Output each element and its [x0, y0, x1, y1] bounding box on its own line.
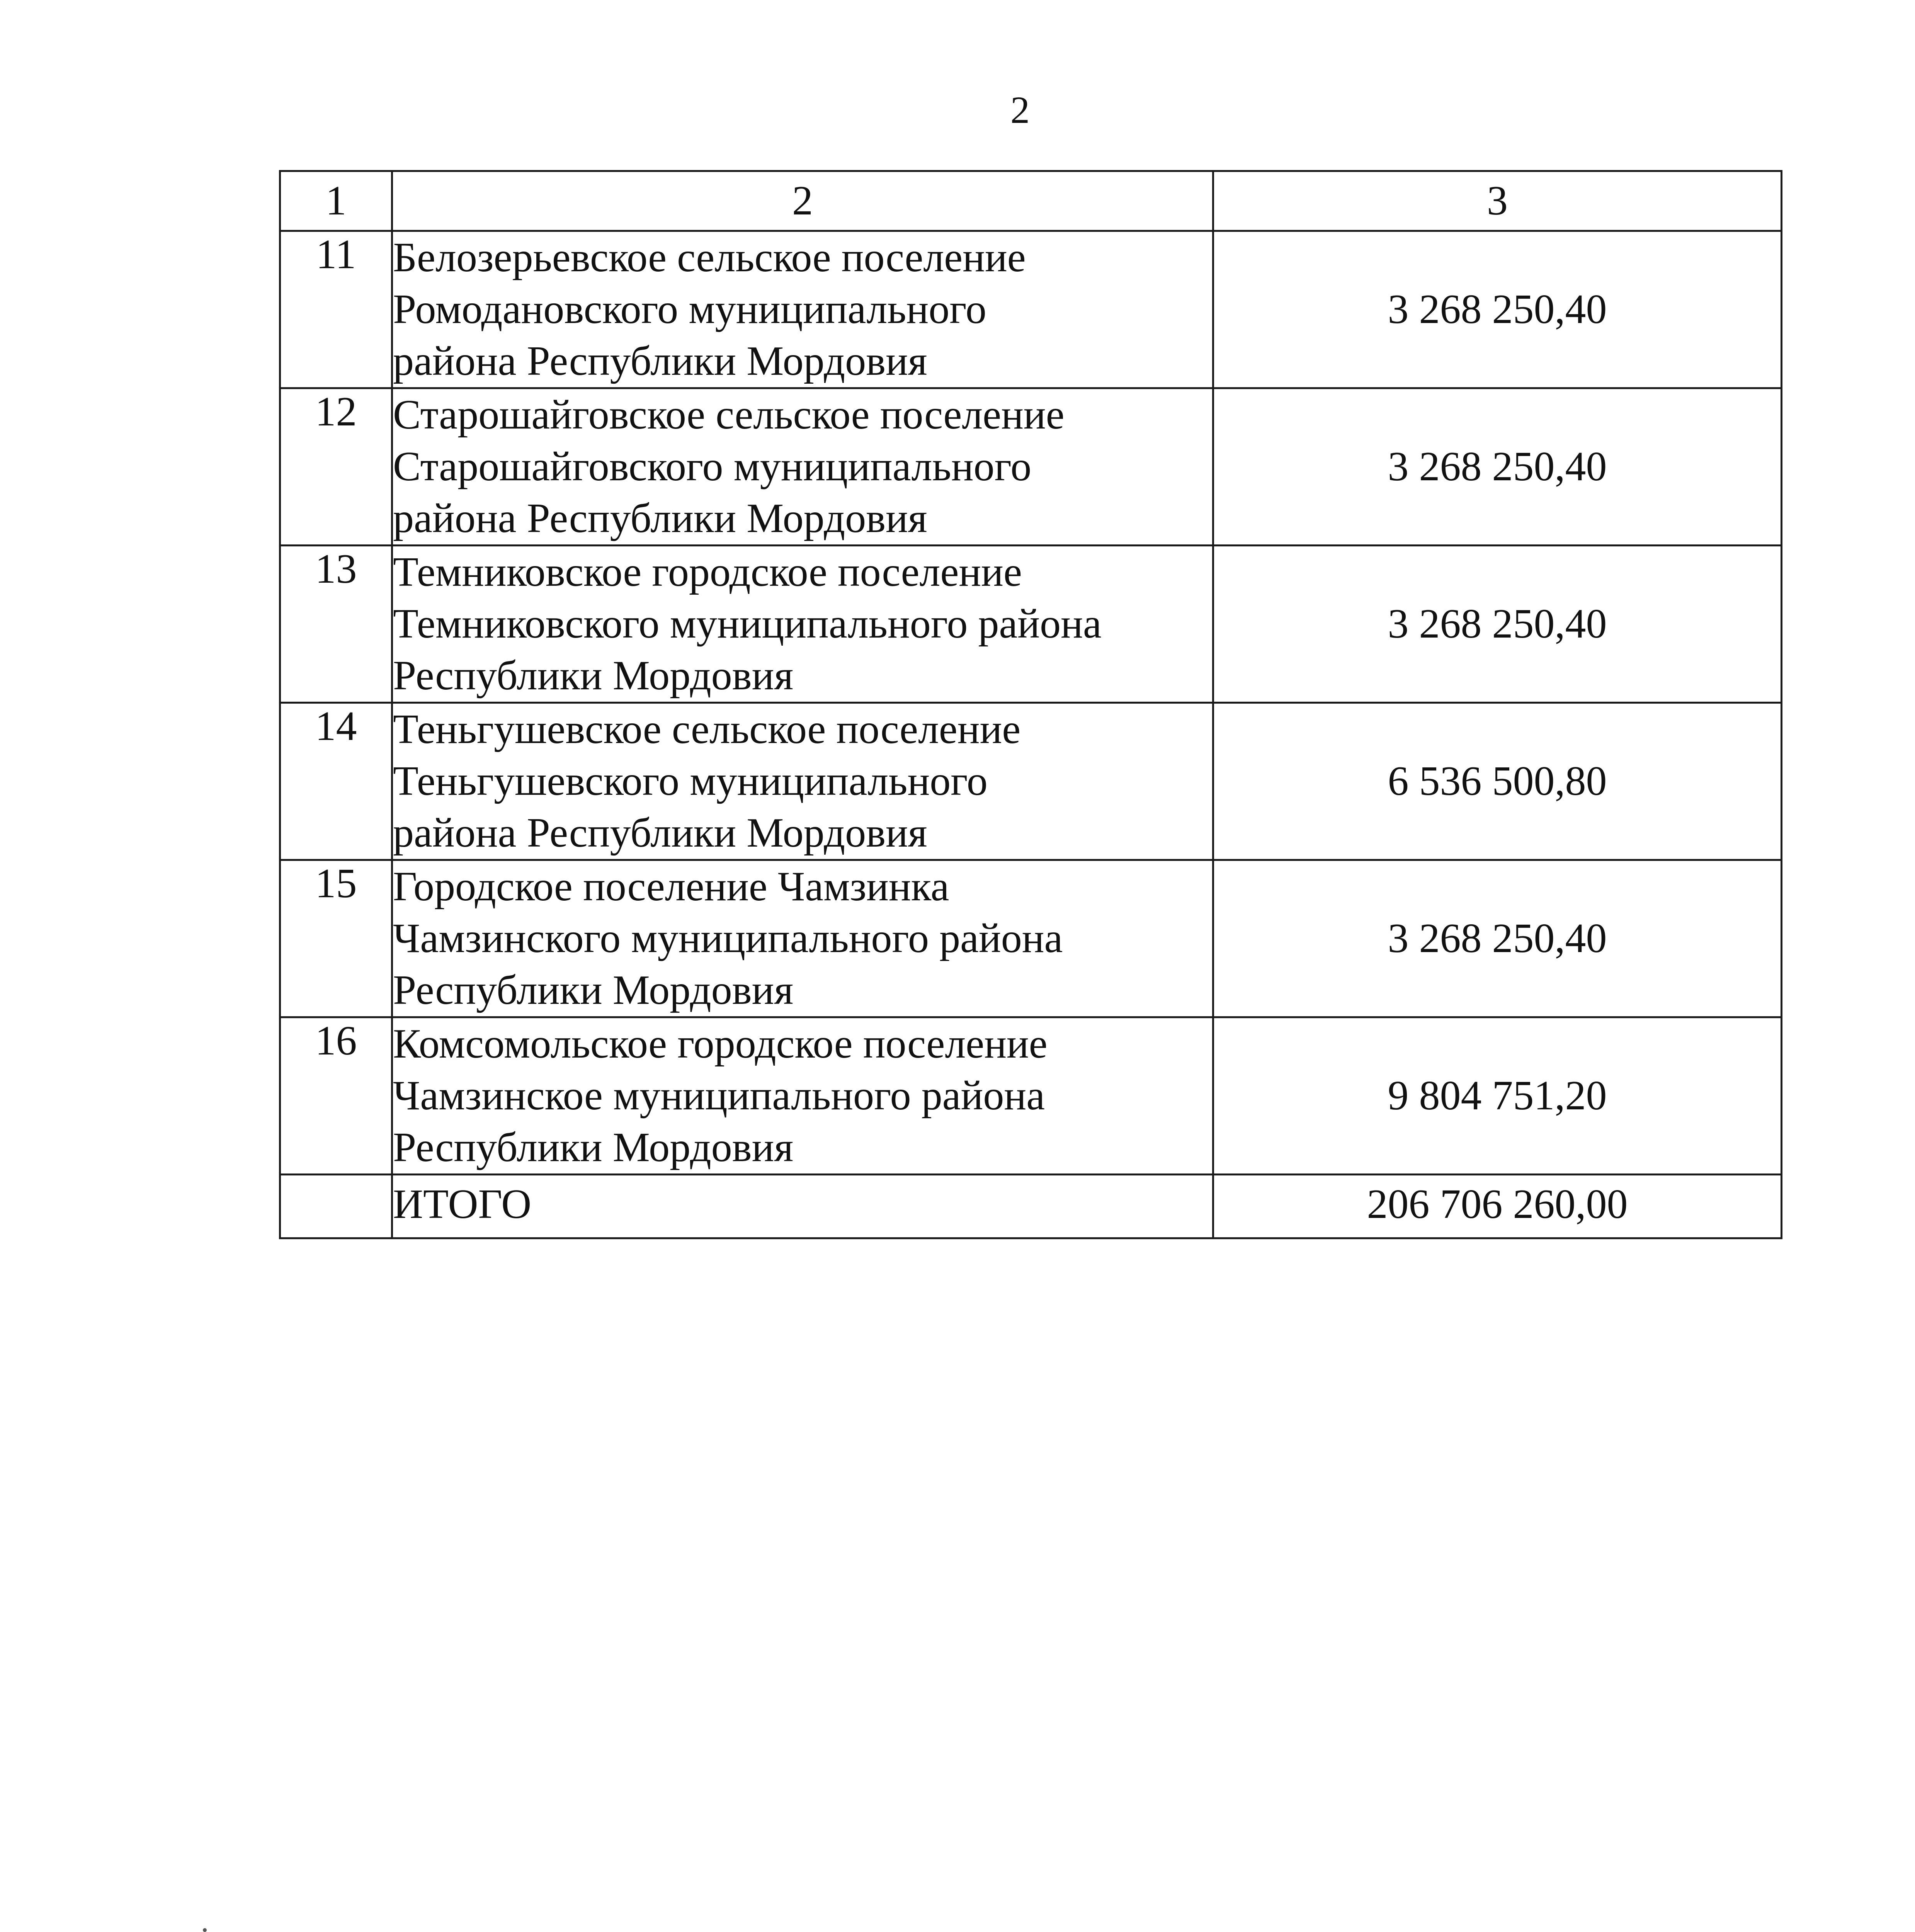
column-header-name: 2 [392, 171, 1213, 231]
allocation-table [279, 170, 1782, 1239]
settlement-name: Темниковское городское поселение Темниковского муниципального района Республики Мордовия [392, 546, 1213, 703]
amount-value: 3 268 250,40 [1213, 231, 1782, 388]
amount-value: 6 536 500,80 [1213, 703, 1782, 860]
table-row [280, 1017, 1782, 1175]
settlement-name: Теньгушевское сельское поселение Теньгушевского муниципального района Республики Мордовия [392, 703, 1213, 860]
table-row [280, 546, 1782, 703]
row-number: 11 [280, 231, 392, 388]
row-number: 14 [280, 703, 392, 860]
row-number: 15 [280, 860, 392, 1017]
scan-speck [203, 1928, 207, 1932]
amount-value: 3 268 250,40 [1213, 388, 1782, 546]
table-row [280, 703, 1782, 860]
settlement-name: Городское поселение Чамзинка Чамзинского муниципального района Республики Мордовия [392, 860, 1213, 1017]
row-number: 16 [280, 1017, 392, 1175]
row-number: 12 [280, 388, 392, 546]
column-header-amount: 3 [1213, 171, 1782, 231]
settlement-name: Комсомольское городское поселение Чамзинское муниципального района Республики Мордовия [392, 1017, 1213, 1175]
total-amount: 206 706 260,00 [1213, 1175, 1782, 1238]
table-row [280, 388, 1782, 546]
table-header-row [280, 171, 1782, 231]
amount-value: 9 804 751,20 [1213, 1017, 1782, 1175]
row-number: 13 [280, 546, 392, 703]
amount-value: 3 268 250,40 [1213, 546, 1782, 703]
total-label: ИТОГО [392, 1175, 1213, 1238]
settlement-name: Белозерьевское сельское поселение Ромодановского муниципального района Республики Мордовия [392, 231, 1213, 388]
table-total-row [280, 1175, 1782, 1238]
table-row [280, 860, 1782, 1017]
total-number-cell [280, 1175, 392, 1238]
page-number: 2 [1010, 88, 1030, 131]
column-header-number: 1 [280, 171, 392, 231]
table-row [280, 231, 1782, 388]
settlement-name: Старошайговское сельское поселение Старошайговского муниципального района Республики Мордовия [392, 388, 1213, 546]
amount-value: 3 268 250,40 [1213, 860, 1782, 1017]
